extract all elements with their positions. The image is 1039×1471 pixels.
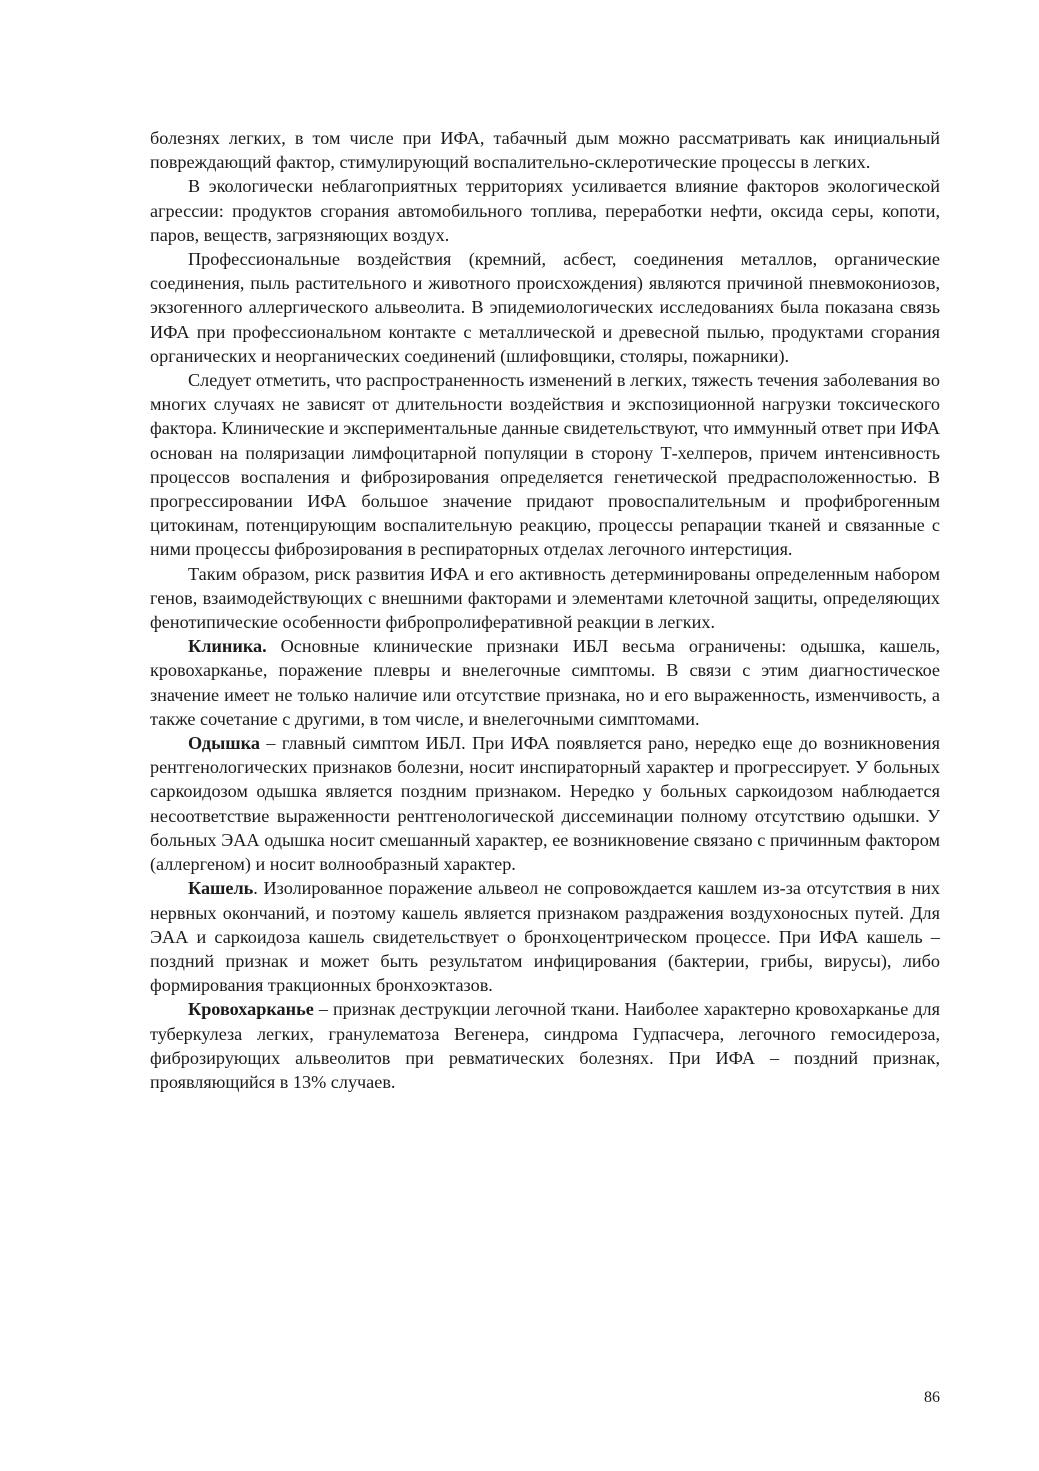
paragraph (150, 731, 940, 876)
paragraph (150, 174, 940, 247)
paragraph-text: болезнях легких, в том числе при ИФА, табачный дым можно рассматривать как инициальный повреждающий фактор, стимулирующий воспалительно-склеротические процессы в легких. (150, 128, 940, 173)
paragraph (150, 247, 940, 368)
paragraph-heading: Одышка (188, 733, 260, 754)
page-number: 86 (924, 1389, 940, 1406)
paragraph (150, 997, 940, 1094)
paragraph-text: . Изолированное поражение альвеол не сопровождается кашлем из-за отсутствия в них нервных окончаний, и поэтому кашель является признаком раздражения воздухоносных путей. Для ЭАА и саркоидоза кашель свидетельствует о бронхоцентрическом процессе. При ИФА кашель – поздний признак и может быть результатом инфицирования (бактерии, грибы, вирусы), либо формирования тракционных бронхоэктазов. (150, 878, 940, 996)
paragraph (150, 562, 940, 635)
paragraph-text: Таким образом, риск развития ИФА и его активность детерминированы определенным набором генов, взаимодействующих с внешними факторами и элементами клеточной защиты, определяющих фенотипические особенности фибропролиферативной реакции в легких. (150, 563, 940, 633)
paragraph (150, 368, 940, 562)
paragraph (150, 126, 940, 174)
paragraph (150, 634, 940, 731)
paragraph-text: – признак деструкции легочной ткани. Наиболее характерно кровохарканье для туберкулеза легких, гранулематоза Вегенера, синдрома Гудпасчера, легочного гемосидероза, фиброзирующих альвеолитов при ревматических болезнях. При ИФА – поздний признак, проявляющийся в 13% случаев. (150, 999, 940, 1092)
paragraph-text: – главный симптом ИБЛ. При ИФА появляется рано, нередко еще до возникновения рентгенологических признаков болезни, носит инспираторный характер и прогрессирует. У больных саркоидозом одышка является поздним признаком. Нередко у больных саркоидозом наблюдается несоответствие выраженности рентгенологической диссеминации полному отсутствию одышки. У больных ЭАА одышка носит смешанный характер, ее возникновение связано с причинным фактором (аллергеном) и носит волнообразный характер. (150, 733, 940, 875)
paragraph-text: Профессиональные воздействия (кремний, асбест, соединения металлов, органические соединения, пыль растительного и животного происхождения) являются причиной пневмокониозов, экзогенного аллергического альвеолита. В эпидемиологических исследованиях была показана связь ИФА при профессиональном контакте с металлической и древесной пылью, продуктами сгорания органических и неорганических соединений (шлифовщики, столяры, пожарники). (150, 249, 940, 366)
body-text (150, 126, 940, 1094)
paragraph (150, 876, 940, 997)
paragraph-text: В экологически неблагоприятных территориях усиливается влияние факторов экологической агрессии: продуктов сгорания автомобильного топлива, переработки нефти, оксида серы, копоти, паров, веществ, загрязняющих воздух. (150, 176, 940, 245)
paragraph-heading: Кашель (188, 878, 254, 899)
paragraph-heading: Клиника. (188, 636, 267, 657)
paragraph-text: Основные клинические признаки ИБЛ весьма ограничены: одышка, кашель, кровохарканье, поражение плевры и внелегочные симптомы. В связи с этим диагностическое значение имеет не только наличие или отсутствие признака, но и его выраженность, изменчивость, а также сочетание с другими, в том числе, и внелегочными симптомами. (150, 636, 940, 729)
paragraph-text: Следует отметить, что распространенность изменений в легких, тяжесть течения заболевания во многих случаях не зависят от длительности воздействия и экспозиционной нагрузки токсического фактора. Клинические и экспериментальные данные свидетельствуют, что иммунный ответ при ИФА основан на поляризации лимфоцитарной популяции в сторону Т-хелперов, причем интенсивность процессов воспаления и фиброзирования определяется генетической предрасположенностью. В прогрессировании ИФА большое значение придают провоспалительным и профиброгенным цитокинам, потенцирующим воспалительную реакцию, процессы репарации тканей и связанные с ними процессы фиброзирования в респираторных отделах легочного интерстиция. (150, 370, 940, 560)
paragraph-heading: Кровохарканье (188, 999, 314, 1020)
